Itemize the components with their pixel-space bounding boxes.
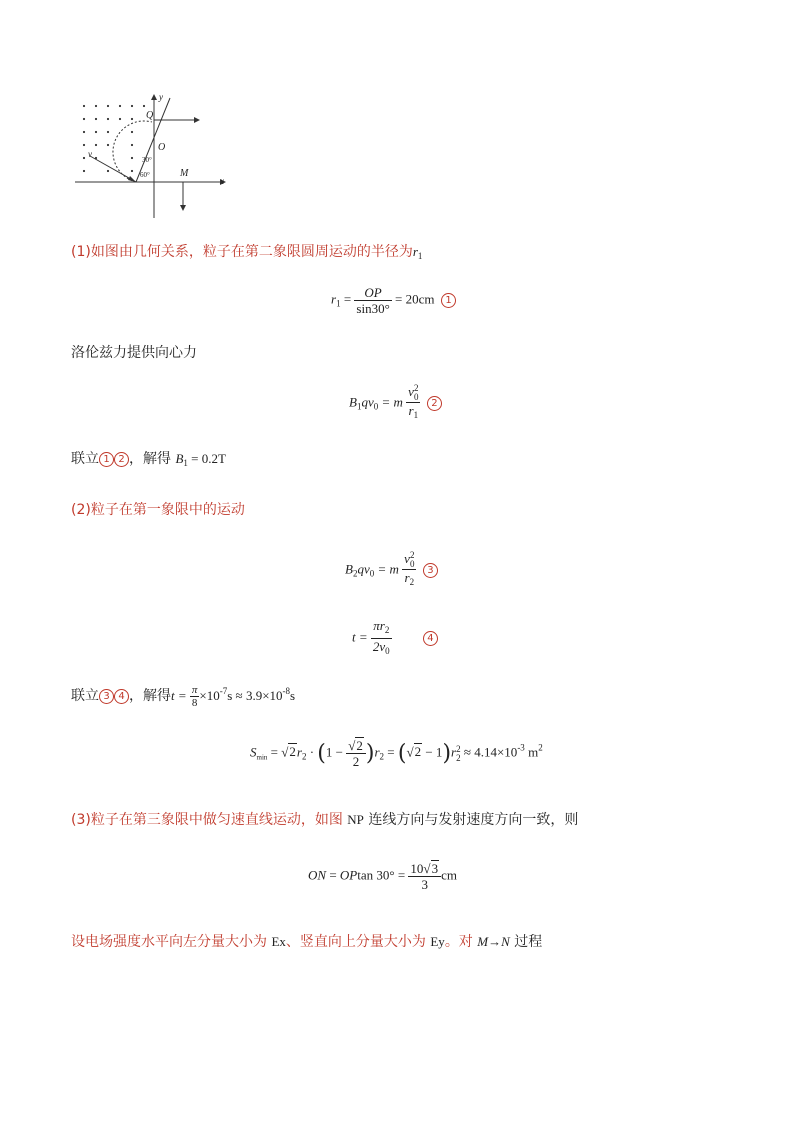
v-label: v — [88, 149, 92, 159]
eq6-den: 3 — [421, 877, 428, 892]
eq6-eq1: = — [326, 867, 340, 883]
marker-3: 3 — [423, 563, 438, 578]
combine1-marker-2: 2 — [114, 452, 129, 467]
eq5-root-sign: √ — [281, 744, 289, 760]
eq5-fraction — [346, 738, 366, 769]
eq4-den — [371, 639, 392, 659]
eq1-rhs: = 20cm — [391, 291, 435, 307]
combine1-result: = 0.2T — [187, 451, 226, 466]
eq5-r-b-sub: 2 — [379, 751, 385, 762]
combine2-middle: ，解得 — [129, 688, 171, 704]
eq5-root: 2 — [289, 744, 296, 760]
lorentz-text: 洛伦兹力提供向心力 — [71, 345, 197, 361]
eq2-den — [406, 403, 420, 423]
final-ey: Ey — [430, 934, 445, 949]
eq3-num-scripts — [410, 551, 415, 569]
eq5-s-sub: min — [256, 753, 268, 762]
eq5-frac-root: 2 — [356, 738, 363, 753]
eq6-num-root: 3 — [431, 861, 439, 876]
eq5-unit-sup: 2 — [538, 742, 543, 753]
eq1-num: OP — [354, 285, 391, 301]
part1-line — [71, 244, 422, 264]
eq5-r: r — [296, 744, 302, 760]
final-suffix: 过程 — [509, 934, 543, 950]
eq5-frac-num: √2 — [346, 738, 366, 754]
eq5-r2-sub: 2 — [456, 752, 461, 763]
eq3-den-sub: 2 — [409, 577, 415, 588]
equation-1 — [331, 285, 456, 316]
combine2-fraction — [190, 684, 200, 709]
marker-2: 2 — [427, 396, 442, 411]
eq5-unit: m — [524, 744, 539, 760]
combine2-rest1: ×10 — [199, 688, 220, 703]
eq5-r-sub: 2 — [301, 751, 307, 762]
eq2-den-r: r — [408, 403, 414, 419]
combine2-rest2: s ≈ 3.9×10 — [227, 688, 283, 703]
eq6-unit: cm — [441, 867, 457, 883]
eq3-num-sub: 0 — [409, 559, 415, 570]
final-prefix: 设电场强度水平向左分量大小为 — [71, 934, 272, 950]
equation-5: $S_{min} = √2r_2 \cdot (1$ − $\frac{√2}{2}$ )$r_2 = (√2 - 1)r2$ $2 \approx 4.14\times 10^{-3}$ $m^2$ — [250, 738, 543, 769]
eq3-mid-sub: 0 — [369, 568, 375, 579]
eq1-den: sin30° — [356, 301, 390, 316]
eq3-den — [402, 570, 416, 590]
eq1-equals: = — [340, 291, 355, 307]
eq5-r-b: r — [374, 744, 380, 760]
eq2-num — [406, 384, 420, 403]
final-mid2: 。对 — [444, 934, 478, 950]
eq2-den-sub: 1 — [413, 410, 419, 421]
combine2-marker-4: 4 — [114, 689, 129, 704]
part3-np: NP — [347, 812, 364, 827]
eq4-den-text: 2v — [372, 639, 386, 654]
eq4-num-text: πr — [373, 618, 385, 633]
eq5-lparen: ( — [317, 741, 326, 766]
x-label: x — [220, 176, 224, 186]
final-line — [71, 934, 542, 950]
eq5-approx: ≈ 4.14×10 — [460, 744, 518, 760]
combine2-exp2: -8 — [282, 686, 291, 696]
eq6-tan: tan 30° = — [357, 867, 409, 883]
eq5-minus1: − 1 — [422, 744, 443, 760]
eq3-lhs-sub: 2 — [352, 568, 358, 579]
eq6-fraction — [408, 861, 441, 892]
final-mn: M→N — [477, 934, 510, 949]
eq2-mid-sub: 0 — [373, 401, 379, 412]
combine2-marker-3: 3 — [99, 689, 114, 704]
eq4-fraction — [371, 618, 392, 659]
eq6-num-a: 10 — [410, 861, 424, 876]
eq1-lhs: r — [331, 291, 337, 307]
eq5-r2-sup: 2 — [456, 743, 461, 754]
eq4-lhs: t = — [352, 629, 371, 645]
marker-4: 4 — [423, 631, 438, 646]
eq3-den-r: r — [404, 570, 410, 586]
eq5-frac-den: 2 — [352, 754, 360, 769]
eq5-lparen2: ( — [397, 741, 407, 766]
combine-1-line — [71, 451, 226, 471]
combine1-var-sub: 1 — [183, 458, 188, 468]
part3-suffix: 连线方向与发射速度方向一致，则 — [363, 812, 579, 828]
eq5-dot: · — [306, 744, 318, 760]
eq5-r2: r — [451, 744, 457, 760]
part1-var-sub: 1 — [417, 251, 423, 261]
o-label: O — [158, 142, 166, 153]
part1-text: (1)如图由几何关系，粒子在第二象限圆周运动的半径为 — [71, 244, 413, 260]
combine1-prefix: 联立 — [71, 451, 99, 467]
combine2-num: π — [191, 683, 198, 696]
y-label: y — [159, 92, 163, 102]
eq5-rparen2: ) — [442, 741, 452, 766]
eq3-num-sup: 2 — [409, 550, 415, 561]
angle-30-label: 30° — [142, 156, 152, 164]
eq2-equals: = m — [378, 394, 403, 410]
eq3-lhs: B — [345, 561, 353, 577]
eq2-num-v: v — [408, 384, 414, 399]
eq4-num — [371, 618, 392, 639]
combine1-middle: ，解得 — [129, 451, 171, 467]
eq2-num-sub: 0 — [413, 392, 419, 403]
final-ex: Ex — [271, 934, 286, 949]
eq2-mid: qv — [361, 394, 374, 410]
eq2-fraction — [406, 384, 420, 423]
part2-text: (2)粒子在第一象限中的运动 — [71, 502, 245, 518]
eq5-rparen: ) — [365, 741, 375, 766]
eq3-mid: qv — [357, 561, 370, 577]
figure — [70, 92, 230, 222]
equation-2 — [349, 384, 442, 423]
eq4-num-sub: 2 — [384, 625, 390, 635]
eq2-num-sup: 2 — [413, 383, 419, 394]
combine2-prefix: 联立 — [71, 688, 99, 704]
eq6-lhs: ON — [308, 867, 327, 883]
eq5-eq2: = — [384, 744, 398, 760]
eq2-lhs: B — [349, 394, 357, 410]
eq3-fraction — [402, 551, 416, 590]
eq5-eq1: = — [267, 744, 282, 760]
combine1-var: B — [175, 451, 184, 466]
part3-prefix: (3)粒子在第三象限中做匀速直线运动，如图 — [71, 812, 348, 828]
combine-2-line — [71, 683, 295, 709]
equation-4 — [352, 618, 438, 659]
part1-var: r — [412, 244, 418, 259]
marker-1: 1 — [441, 293, 456, 308]
angle-60-label: 60° — [140, 171, 150, 179]
eq1-lhs-sub: 1 — [336, 298, 341, 309]
eq2-num-scripts — [414, 384, 419, 402]
combine2-rest3: s — [290, 688, 296, 703]
equation-3 — [345, 551, 438, 590]
eq6-num: 10√3 — [408, 861, 441, 877]
eq5-root2: 2 — [414, 744, 422, 760]
eq2-lhs-sub: 1 — [356, 401, 362, 412]
final-mid: 、竖直向上分量大小为 — [285, 934, 431, 950]
eq3-num-v: v — [404, 551, 410, 566]
eq3-equals: = m — [374, 561, 399, 577]
eq3-num — [402, 551, 416, 570]
eq5-exp: -3 — [517, 742, 525, 753]
equation-6 — [308, 861, 457, 892]
combine2-den: 8 — [191, 696, 198, 709]
magnetic-field-dots — [83, 105, 145, 172]
eq5-s: S — [250, 744, 257, 760]
combine1-marker-1: 1 — [99, 452, 114, 467]
part3-line — [71, 812, 578, 828]
eq5-one-minus: 1 − — [325, 744, 347, 760]
combine2-exp1: -7 — [219, 686, 228, 696]
eq6-op: OP — [339, 867, 358, 883]
q-label: Q — [146, 110, 154, 121]
eq4-den-sub: 0 — [385, 646, 390, 656]
combine2-lhs: t = — [171, 688, 190, 703]
m-label: M — [180, 168, 189, 179]
eq1-fraction — [354, 285, 391, 316]
